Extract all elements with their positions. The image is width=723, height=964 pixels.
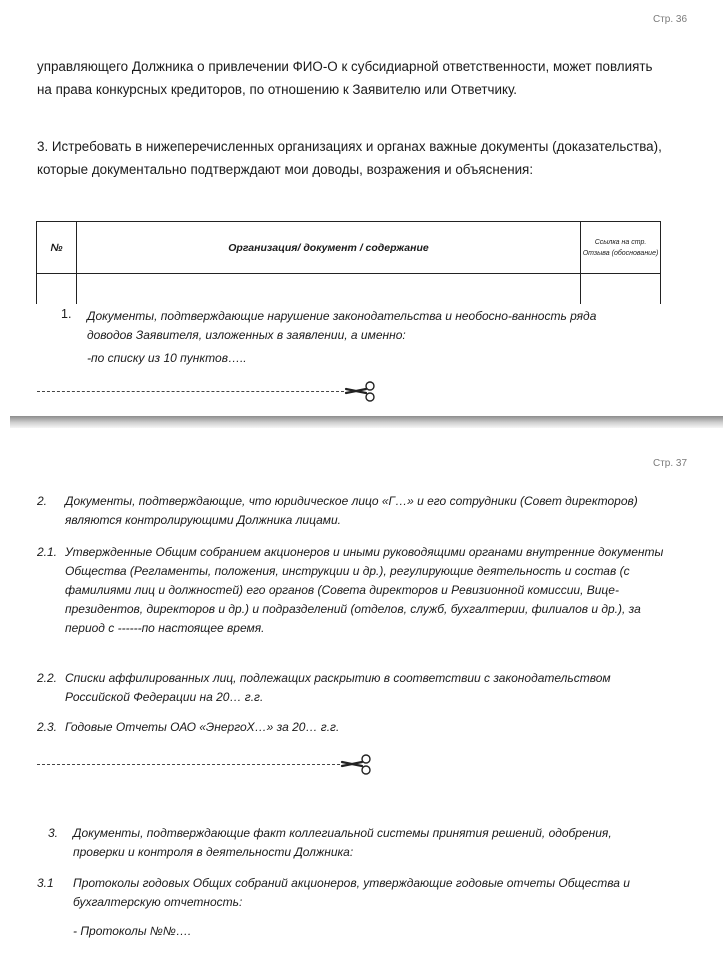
- item-number: 2.2.: [37, 671, 58, 685]
- table-row: [37, 274, 661, 305]
- table-header-row: [37, 222, 661, 274]
- item-number: 1.: [61, 307, 72, 321]
- item-text: Документы, подтверждающие, что юридическое лицо «Г…» и его сотрудники (Совет директоров) являются контролирующими Должника лицами.: [65, 494, 638, 527]
- header-reference: Ссылка на стр. Отзыва (обоснование): [581, 222, 661, 274]
- item-number: 3.: [48, 826, 59, 840]
- page-divider: [10, 416, 723, 428]
- item-subtext: -по списку из 10 пунктов…..: [87, 351, 247, 365]
- item-text: Документы, подтверждающие факт коллегиальной системы принятия решений, одобрения, проверки и контроля в деятельности Должника:: [73, 826, 612, 859]
- cut-line: [37, 380, 378, 402]
- paragraph-item-3: 3. Истребовать в нижеперечисленных организациях и органах важные документы (доказательства), которые документально подтверждают мои доводы, возражения и объяснения:: [37, 139, 662, 177]
- item-number: 2.3.: [37, 720, 58, 734]
- item-text: Годовые Отчеты ОАО «ЭнергоХ…» за 20… г.г.: [65, 720, 340, 734]
- table-cell: [581, 274, 661, 305]
- table-cell: [37, 274, 77, 305]
- scissors-icon: [340, 753, 374, 775]
- item-text: Списки аффилированных лиц, подлежащих раскрытию в соответствии с законодательством Российской Федерации на 20… г.г.: [65, 671, 611, 704]
- table-cell: [77, 274, 581, 305]
- scissors-icon: [344, 380, 378, 402]
- item-number: 2.1.: [37, 545, 58, 559]
- paragraph-continuation: управляющего Должника о привлечении ФИО-О к субсидиарной ответственности, может повлиять на права конкурсных кредиторов, по отношению к Заявителю или Ответчику.: [37, 59, 653, 97]
- item-text: Утвержденные Общим собранием акционеров и иными руководящими органами внутренние документы Общества (Регламенты, положения, инструкции и др.), регулирующие деятельность и состав (с фамилиями лиц и должностей) его органов (Совета директоров и Ревизионной комиссии, Вице-президентов, директоров и др.) и подразделений (отделов, служб, бухгалтерии, филиалов и др.), за период с ------по настоящее время.: [65, 545, 664, 635]
- documents-table: [36, 221, 661, 304]
- item-text: Протоколы годовых Общих собраний акционеров, утверждающие годовые отчеты Общества и бухгалтерскую отчетность:: [73, 876, 630, 909]
- header-organization: Организация/ документ / содержание: [77, 222, 581, 274]
- page-number: Стр. 37: [653, 458, 688, 469]
- header-number: №: [37, 222, 77, 274]
- item-number: 3.1: [37, 876, 54, 890]
- dashed-line: [37, 391, 344, 392]
- page-number: Стр. 36: [653, 14, 688, 25]
- item-number: 2.: [37, 494, 48, 508]
- cut-line: [37, 753, 374, 775]
- protocols-list: - Протоколы №№….: [73, 924, 192, 938]
- item-text: Документы, подтверждающие нарушение законодательства и необосно-ванность ряда доводов Заявителя, изложенных в заявлении, а именно:: [87, 309, 597, 342]
- dashed-line: [37, 764, 340, 765]
